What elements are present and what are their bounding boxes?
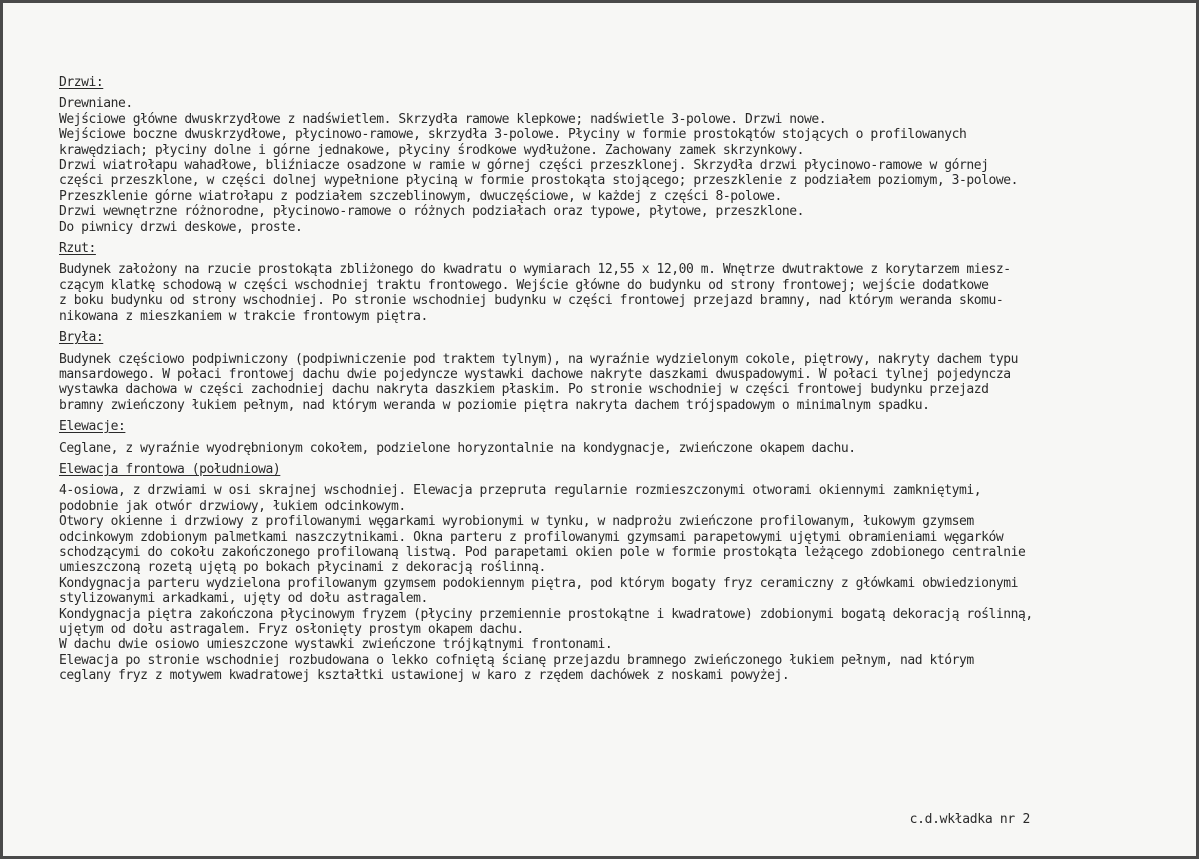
text-line: krawędziach; płyciny dolne i górne jednakowe, płyciny środkowe wydłużone. Zachowany zamek skrzynkowy. bbox=[59, 142, 805, 158]
text-line: Otwory okienne i drzwiowy z profilowanymi węgarkami wyrobionymi w tynku, w nadprożu zwieńczone profilowanym, łukowym gzymsem bbox=[59, 514, 974, 530]
text-line: czącym klatkę schodową w części wschodniej traktu frontowego. Wejście główne do budynku od strony frontowej; wejście dodatkowe bbox=[59, 277, 989, 293]
section-rzut bbox=[59, 241, 1169, 324]
text-line: bramny zwieńczony łukiem pełnym, nad którym weranda w poziomie piętra nakryta dachem trójspadowym o minimalnym spadku. bbox=[59, 397, 930, 413]
section-heading: Rzut: bbox=[59, 241, 96, 257]
text-line: ujętym od dołu astragalem. Fryz osłonięty prostym okapem dachu. bbox=[59, 622, 524, 637]
section-heading: Bryła: bbox=[59, 330, 104, 346]
text-line: odcinkowym zdobionym palmetkami naszczytnikami. Okna parteru z profilowanymi gzymsami parapetowymi ujętymi obramieniami węgarków bbox=[59, 529, 1004, 545]
document-body bbox=[59, 75, 1169, 690]
section-elewacje bbox=[59, 419, 1169, 456]
text-line: Do piwnicy drzwi deskowe, proste. bbox=[59, 219, 303, 235]
text-line: mansardowego. W połaci frontowej dachu dwie pojedyncze wystawki dachowe nakryte daszkami dwuspadowymi. W połaci tylnej pojedyncza bbox=[59, 366, 1011, 382]
text-line: Wejściowe główne dwuskrzydłowe z nadświetlem. Skrzydła ramowe klepkowe; nadświetle 3-polowe. Drzwi nowe. bbox=[59, 111, 827, 127]
text-line: umieszczoną rozetą ujętą po bokach płycinami z dekoracją roślinną. bbox=[59, 560, 546, 576]
text-line: Drzwi wiatrołapu wahadłowe, bliźniacze osadzone w ramie w górnej części przeszklonej. Skrzydła drzwi płycinowo-ramowe w górnej bbox=[59, 158, 989, 174]
text-line: schodzącymi do cokołu zakończonego profilowaną listwą. Pod parapetami okien pole w formie prostokąta leżącego zdobionego centralnie bbox=[59, 544, 1026, 560]
text-line: Wejściowe boczne dwuskrzydłowe, płycinowo-ramowe, skrzydła 3-polowe. Płyciny w formie prostokątów stojących o profilowanych bbox=[59, 127, 967, 143]
text-line: W dachu dwie osiowo umieszczone wystawki zwieńczone trójkątnymi frontonami. bbox=[59, 637, 613, 653]
section-heading: Elewacje: bbox=[59, 419, 126, 435]
text-line: Budynek założony na rzucie prostokąta zbliżonego do kwadratu o wymiarach 12,55 x 12,00 m. Wnętrze dwutraktowe z korytarzem miesz- bbox=[59, 262, 1011, 278]
section-elewacja-frontowa bbox=[59, 462, 1169, 684]
text-line: Kondygnacja parteru wydzielona profilowanym gzymsem podokiennym piętra, pod którym bogaty fryz ceramiczny z główkami obwiedzionymi bbox=[59, 575, 1018, 591]
text-line: Drzwi wewnętrzne różnorodne, płycinowo-ramowe o różnych podziałach oraz typowe, płytowe, przeszklone. bbox=[59, 204, 805, 220]
text-line: z boku budynku od strony wschodniej. Po stronie wschodniej budynku w części frontowej przejazd bramny, nad którym weranda skomu- bbox=[59, 293, 1004, 309]
text-line: Ceglane, z wyraźnie wyodrębnionym cokołem, podzielone horyzontalnie na kondygnacje, zwieńczone okapem dachu. bbox=[59, 440, 856, 456]
text-line: Drewniane. bbox=[59, 96, 133, 112]
text-line: Elewacja po stronie wschodniej rozbudowana o lekko cofniętą ścianę przejazdu bramnego zwieńczonego łukiem pełnym, nad którym bbox=[59, 652, 974, 668]
text-line: 4-osiowa, z drzwiami w osi skrajnej wschodniej. Elewacja przepruta regularnie rozmieszczonymi otworami okiennymi zamkniętymi, bbox=[59, 483, 982, 499]
text-line: Przeszklenie górne wiatrołapu z podziałem szczeblinowym, dwuczęściowe, w każdej z części 8-polowe. bbox=[59, 188, 782, 204]
text-line: ceglany fryz z motywem kwadratowej kształtki ustawionej w karo z rzędem dachówek z noskami powyżej. bbox=[59, 668, 790, 684]
text-line: podobnie jak otwór drzwiowy, łukiem odcinkowym. bbox=[59, 498, 406, 514]
section-heading: Drzwi: bbox=[59, 75, 104, 90]
continuation-note: c.d.wkładka nr 2 bbox=[909, 812, 1030, 827]
text-line: stylizowanymi arkadkami, ujęty od dołu astragalem. bbox=[59, 591, 428, 607]
text-line: nikowana z mieszkaniem w trakcie frontowym piętra. bbox=[59, 308, 428, 324]
text-line: Budynek częściowo podpiwniczony (podpiwniczenie pod traktem tylnym), na wyraźnie wydzielonym cokole, piętrowy, nakryty dachem typu bbox=[59, 351, 1018, 367]
text-line: Kondygnacja piętra zakończona płycinowym fryzem (płyciny przemiennie prostokątne i kwadratowe) zdobionymi bogatą dekoracją roślinną, bbox=[59, 606, 1033, 622]
section-drzwi bbox=[59, 75, 1169, 235]
text-line: wystawka dachowa w części zachodniej dachu nakryta daszkiem płaskim. Po stronie wschodniej w części frontowej budynku przejazd bbox=[59, 382, 989, 398]
section-heading: Elewacja frontowa (południowa) bbox=[59, 461, 281, 477]
text-line: części przeszklone, w części dolnej wypełnione płyciną w formie prostokąta stojącego; przeszklenie z podziałem poziomym, 3-polowe. bbox=[59, 173, 1018, 189]
section-bryla bbox=[59, 330, 1169, 413]
